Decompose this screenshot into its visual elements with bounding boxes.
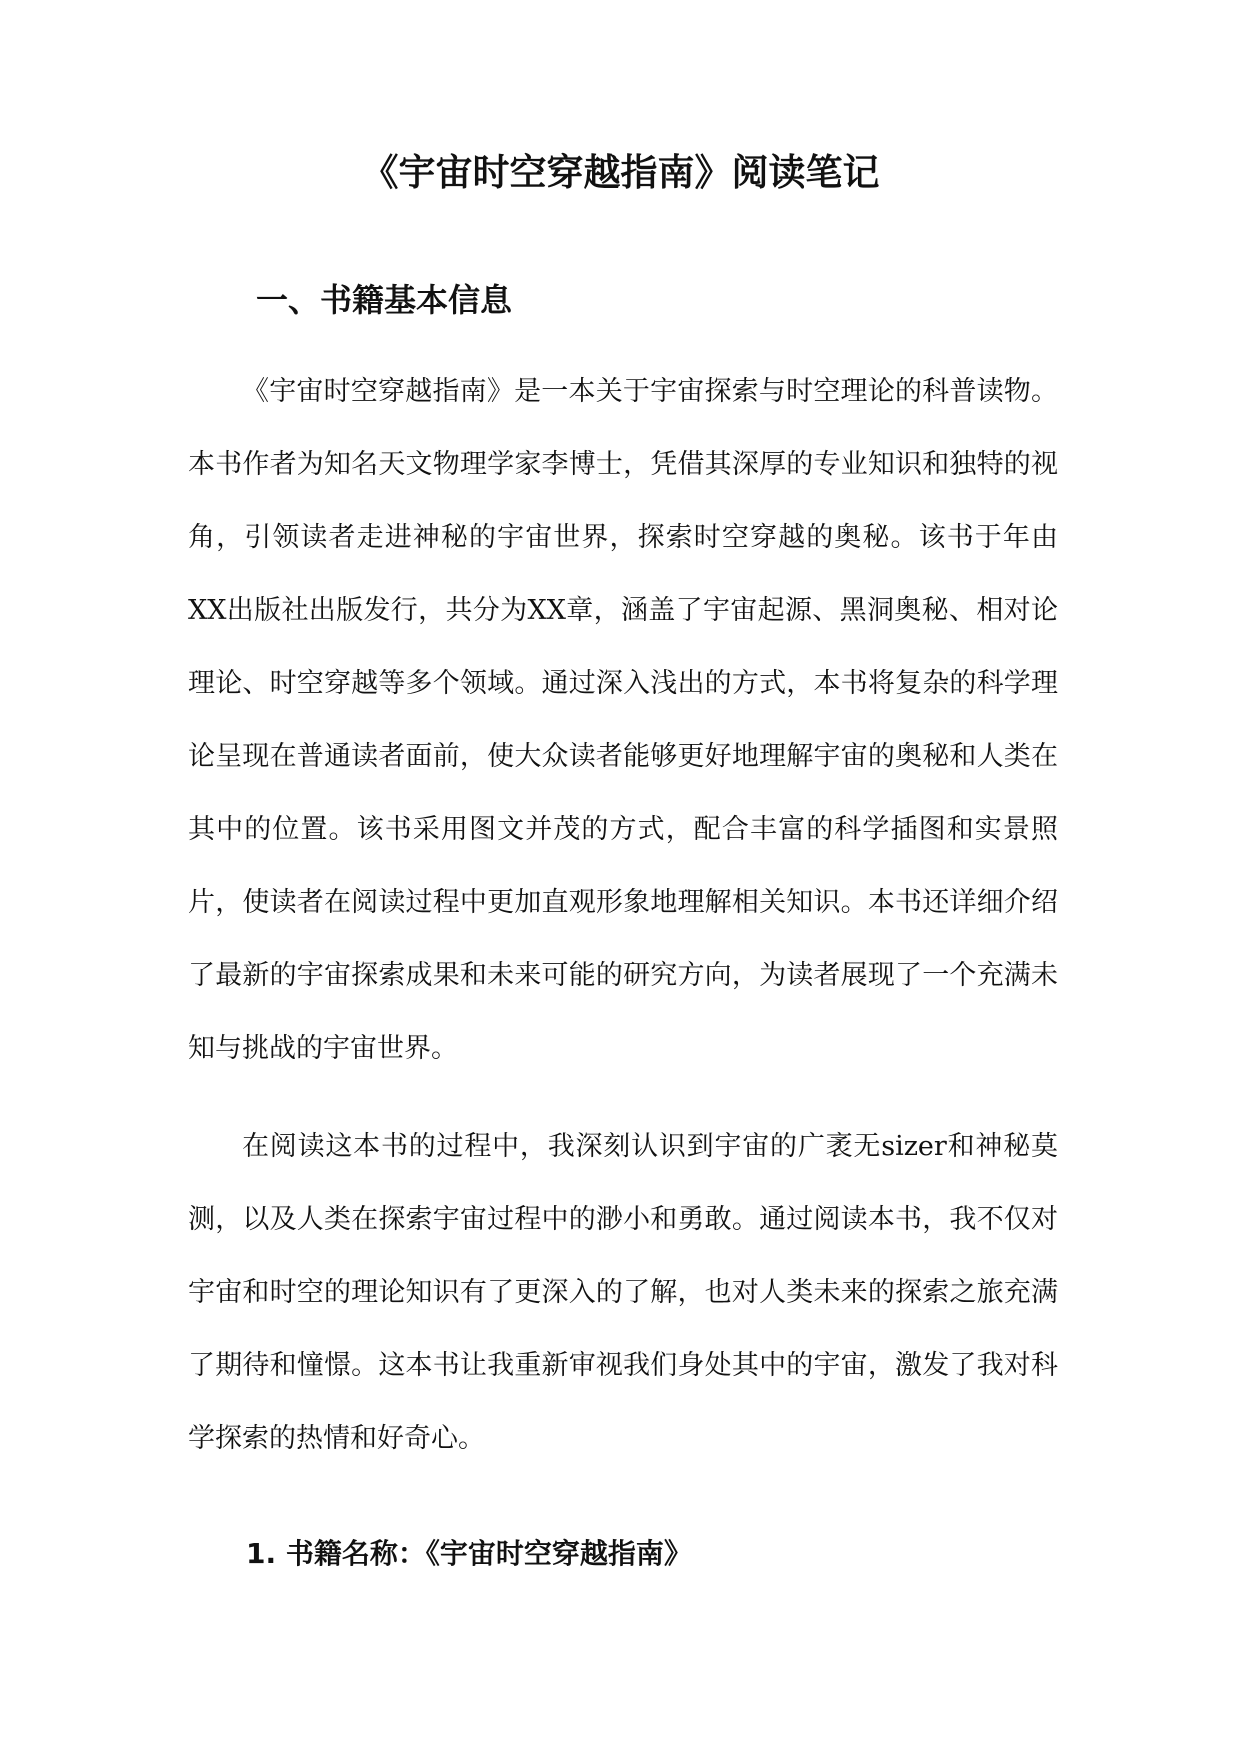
document-title: 《宇宙时空穿越指南》阅读笔记 bbox=[361, 151, 880, 194]
paragraph: 在阅读这本书的过程中，我深刻认识到宇宙的广袤无sizer和神秘莫测，以及人类在探索宇宙过程中的渺小和勇敢。通过阅读本书，我不仅对宇宙和时空的理论知识有了更深入的了解，也对人类未来的探索之旅充满了期待和憧憬。这本书让我重新审视我们身处其中的宇宙，激发了我对科学探索的热情和好奇心。 bbox=[188, 1131, 1058, 1454]
section-heading: 一、书籍基本信息 bbox=[256, 281, 513, 319]
paragraph: 《宇宙时空穿越指南》是一本关于宇宙探索与时空理论的科普读物。本书作者为知名天文物理学家李博士，凭借其深厚的专业知识和独特的视角，引领读者走进神秘的宇宙世界，探索时空穿越的奥秘。该书于年由XX出版社出版发行，共分为XX章，涵盖了宇宙起源、黑洞奥秘、相对论理论、时空穿越等多个领域。通过深入浅出的方式，本书将复杂的科学理论呈现在普通读者面前，使大众读者能够更好地理解宇宙的奥秘和人类在其中的位置。该书采用图文并茂的方式，配合丰富的科学插图和实景照片，使读者在阅读过程中更加直观形象地理解相关知识。本书还详细介绍了最新的宇宙探索成果和未来可能的研究方向，为读者展现了一个充满未知与挑战的宇宙世界。 bbox=[188, 376, 1058, 1064]
body-text-block bbox=[188, 355, 1058, 1085]
body-text-block bbox=[188, 1110, 1058, 1475]
list-item-heading: 1. 书籍名称：《宇宙时空穿越指南》 bbox=[246, 1537, 692, 1570]
